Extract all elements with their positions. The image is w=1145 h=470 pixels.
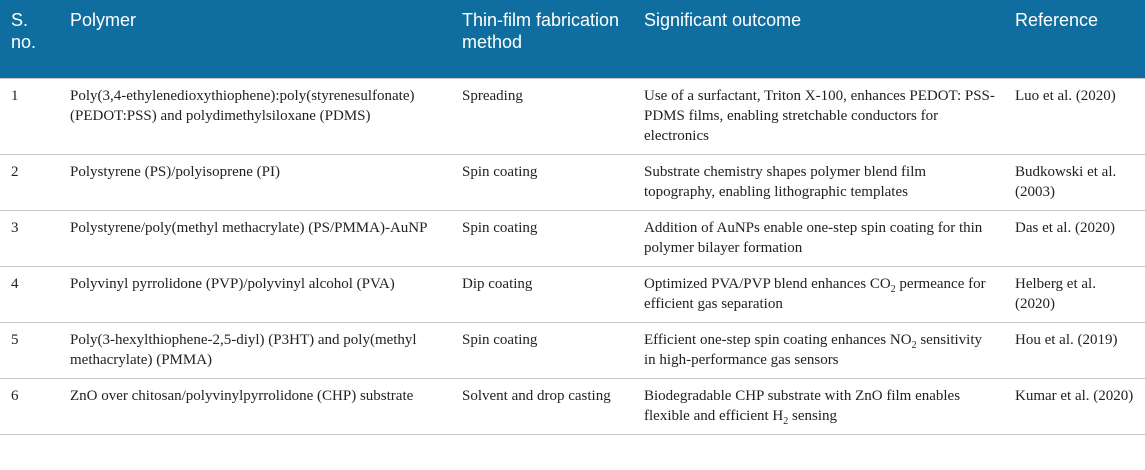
cell-outcome (633, 210, 1004, 266)
cell-sno: 3 (0, 210, 59, 266)
table-row (0, 266, 1145, 322)
cell-sno: 2 (0, 154, 59, 210)
outcome-subscript: 2 (890, 283, 896, 295)
cell-method: Spin coating (451, 322, 633, 378)
cell-polymer: Poly(3,4-ethylenedioxythiophene):poly(styrenesulfonate) (PEDOT:PSS) and polydimethylsiloxane (PDMS) (59, 78, 451, 154)
table-body (0, 78, 1145, 434)
cell-polymer: Polyvinyl pyrrolidone (PVP)/polyvinyl alcohol (PVA) (59, 266, 451, 322)
cell-polymer: Polystyrene (PS)/polyisoprene (PI) (59, 154, 451, 210)
outcome-text: Substrate chemistry shapes polymer blend film topography, enabling lithographic templates (644, 163, 927, 200)
outcome-text: Optimized PVA/PVP blend enhances CO (644, 275, 891, 292)
cell-method: Spin coating (451, 210, 633, 266)
cell-outcome (633, 266, 1004, 322)
cell-reference: Helberg et al. (2020) (1004, 266, 1145, 322)
outcome-text: Efficient one-step spin coating enhances NO (644, 331, 912, 348)
outcome-subscript: 2 (911, 339, 917, 351)
table-row (0, 210, 1145, 266)
header-outcome: Significant outcome (644, 10, 802, 30)
cell-reference: Hou et al. (2019) (1004, 322, 1145, 378)
cell-sno: 6 (0, 378, 59, 434)
outcome-text-cont: sensitivity in high-performance gas sensors (644, 331, 982, 368)
cell-polymer: ZnO over chitosan/polyvinylpyrrolidone (CHP) substrate (59, 378, 451, 434)
cell-outcome (633, 154, 1004, 210)
cell-polymer: Polystyrene/poly(methyl methacrylate) (PS/PMMA)-AuNP (59, 210, 451, 266)
cell-method: Spin coating (451, 154, 633, 210)
cell-outcome (633, 378, 1004, 434)
outcome-text: Use of a surfactant, Triton X-100, enhances PEDOT: PSS-PDMS films, enabling stretchable conductors for electronics (644, 87, 995, 144)
outcome-text-cont: sensing (788, 407, 837, 424)
outcome-text: Addition of AuNPs enable one-step spin coating for thin polymer bilayer formation (644, 219, 983, 256)
header-row (0, 0, 1145, 78)
header-polymer: Polymer (70, 10, 137, 30)
cell-polymer: Poly(3-hexylthiophene-2,5-diyl) (P3HT) and poly(methyl methacrylate) (PMMA) (59, 322, 451, 378)
table-row (0, 154, 1145, 210)
cell-sno: 5 (0, 322, 59, 378)
table-header (0, 0, 1145, 78)
outcome-subscript: 2 (783, 415, 789, 427)
cell-reference: Kumar et al. (2020) (1004, 378, 1145, 434)
table-row (0, 378, 1145, 434)
outcome-text: Biodegradable CHP substrate with ZnO film enables flexible and efficient H (644, 387, 961, 424)
header-reference: Reference (1015, 10, 1099, 30)
outcome-text-cont: permeance for efficient gas separation (644, 275, 986, 312)
cell-outcome (633, 78, 1004, 154)
cell-method: Dip coating (451, 266, 633, 322)
cell-sno: 4 (0, 266, 59, 322)
cell-method: Spreading (451, 78, 633, 154)
header-method: Thin-film fabrication method (462, 10, 620, 52)
cell-sno: 1 (0, 78, 59, 154)
cell-method: Solvent and drop casting (451, 378, 633, 434)
table-row (0, 322, 1145, 378)
table-row (0, 78, 1145, 154)
cell-reference: Budkowski et al. (2003) (1004, 154, 1145, 210)
cell-reference: Das et al. (2020) (1004, 210, 1145, 266)
header-sno: S. no. (11, 10, 37, 52)
cell-outcome (633, 322, 1004, 378)
cell-reference: Luo et al. (2020) (1004, 78, 1145, 154)
